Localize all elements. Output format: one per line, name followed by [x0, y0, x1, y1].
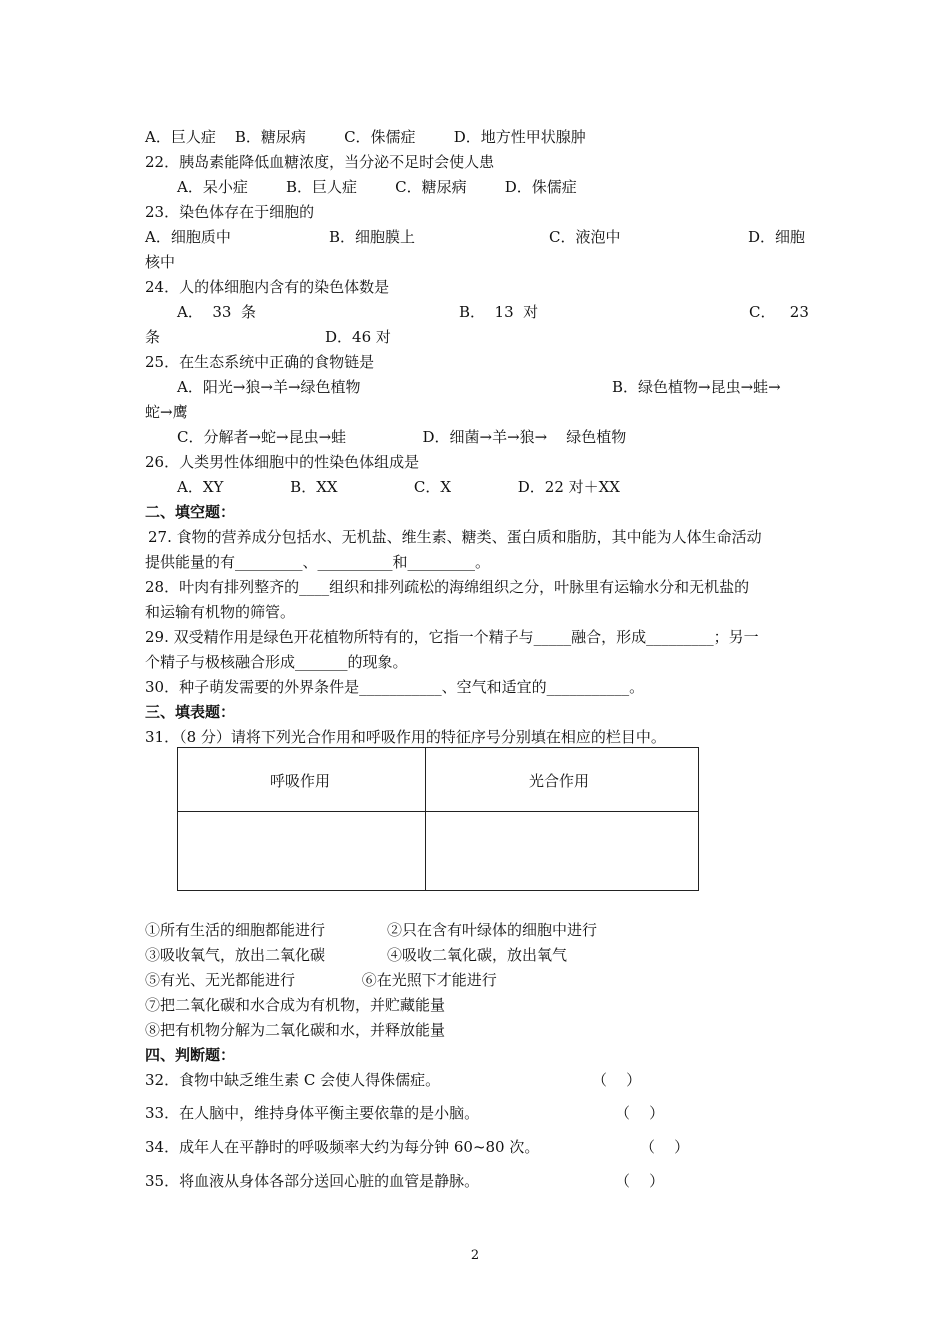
text-line: 32．食物中缺乏维生素 C 会使人得侏儒症。: [145, 1071, 441, 1089]
text-line: 条: [145, 328, 161, 346]
text-line: （ ）: [615, 1104, 665, 1122]
text-line: 33．在人脑中，维持身体平衡主要依靠的是小脑。: [145, 1104, 480, 1122]
text-line: 35．将血液从身体各部分送回心脏的血管是静脉。: [145, 1172, 480, 1190]
text-line: 25．在生态系统中正确的食物链是: [145, 353, 375, 371]
text-line: 34．成年人在平静时的呼吸频率大约为每分钟 60~80 次。: [145, 1138, 540, 1156]
text-line: 提供能量的有_________、__________和_________。: [145, 553, 491, 571]
text-line: 和运输有机物的筛管。: [145, 603, 296, 621]
text-line: B．绿色植物→昆虫→蛙→: [612, 378, 781, 396]
text-line: A．细胞质中: [145, 228, 231, 246]
text-line: C．液泡中: [549, 228, 621, 246]
text-line: D．46 对: [325, 328, 391, 346]
text-line: 28．叶肉有排列整齐的____组织和排列疏松的海绵组织之分，叶脉里有运输水分和无机盐的: [145, 578, 750, 596]
table-header-photosynthesis: 光合作用: [529, 772, 590, 790]
text-line: 22．胰岛素能降低血糖浓度，当分泌不足时会使人患: [145, 153, 495, 171]
text-line: C． 23: [749, 303, 809, 321]
text-line: 26．人类男性体细胞中的性染色体组成是: [145, 453, 420, 471]
text-line: 个精子与极核融合形成_______的现象。: [145, 653, 408, 671]
text-line: ⑧把有机物分解为二氧化碳和水，并释放能量: [145, 1021, 446, 1039]
text-line: ①所有生活的细胞都能进行 ②只在含有叶绿体的细胞中进行: [145, 921, 597, 939]
answer-cell-photosynthesis[interactable]: [426, 812, 698, 890]
text-line: 蛇→鹰: [145, 403, 188, 421]
answer-cell-respiration[interactable]: [178, 812, 425, 890]
section-heading: 二、填空题：: [145, 503, 236, 521]
text-line: （ ）: [592, 1071, 642, 1089]
text-line: A．XY B．XX C．X D．22 对＋XX: [177, 478, 620, 496]
text-line: 23．染色体存在于细胞的: [145, 203, 315, 221]
table-header-respiration: 呼吸作用: [270, 772, 331, 790]
text-line: B． 13 对: [459, 303, 539, 321]
text-line: A． 33 条: [177, 303, 256, 321]
text-line: 30．种子萌发需要的外界条件是___________、空气和适宜的___________。: [145, 678, 645, 696]
text-line: C．分解者→蛇→昆虫→蛙 D．细菌→羊→狼→ 绿色植物: [177, 428, 627, 446]
text-line: 24．人的体细胞内含有的染色体数是: [145, 278, 390, 296]
text-line: 29. 双受精作用是绿色开花植物所特有的，它指一个精子与_____融合，形成_________；另一: [145, 628, 759, 646]
text-line: （ ）: [615, 1172, 665, 1190]
text-line: 核中: [145, 253, 176, 271]
text-line: ⑦把二氧化碳和水合成为有机物，并贮藏能量: [145, 996, 446, 1014]
section-heading: 四、判断题：: [145, 1046, 236, 1064]
text-line: D．细胞: [748, 228, 806, 246]
page-number: 2: [470, 1248, 480, 1263]
text-line: B．细胞膜上: [329, 228, 416, 246]
section-heading: 三、填表题：: [145, 703, 236, 721]
fill-table: [177, 747, 699, 891]
text-line: A．呆小症 B．巨人症 C．糖尿病 D．侏儒症: [177, 178, 577, 196]
text-line: ③吸收氧气，放出二氧化碳 ④吸收二氧化碳，放出氧气: [145, 946, 567, 964]
text-line: A．阳光→狼→羊→绿色植物: [177, 378, 361, 396]
text-line: 27. 食物的营养成分包括水、无机盐、维生素、糖类、蛋白质和脂肪，其中能为人体生命活动: [148, 528, 762, 546]
text-line: 31．（8 分）请将下列光合作用和呼吸作用的特征序号分别填在相应的栏目中。: [145, 728, 666, 746]
text-line: ⑤有光、无光都能进行 ⑥在光照下才能进行: [145, 971, 497, 989]
text-line: （ ）: [640, 1138, 690, 1156]
text-line: A．巨人症 B．糖尿病 C．侏儒症 D．地方性甲状腺肿: [145, 128, 586, 146]
